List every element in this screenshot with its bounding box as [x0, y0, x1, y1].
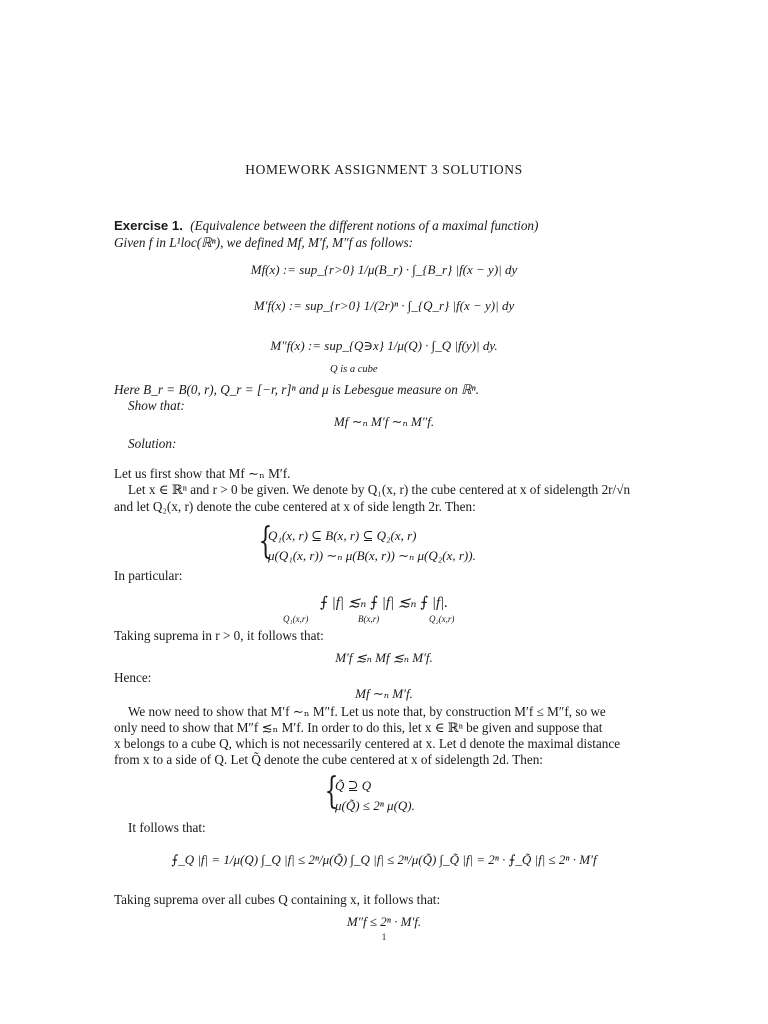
solution-p2a: Let x ∈ ℝⁿ and r > 0 be given. We denote by Q₁(x, r) the cube centered at x of sidelength 2r/√n — [128, 482, 631, 497]
in-particular: In particular: — [114, 568, 183, 583]
final-inequality: M″f ≤ 2ⁿ · M′f. — [346, 914, 422, 929]
equivalence-hence: Mf ∼ₙ M′f. — [355, 686, 413, 701]
solution-p2b: and let Q₂(x, r) denote the cube centered at x of side length 2r. Then: — [114, 499, 476, 514]
solution-p3-line3: x belongs to a cube Q, which is not necessarily centered at x. Let d denote the maximal distance — [114, 736, 621, 751]
solution-label: Solution: — [128, 436, 177, 451]
page-title: HOMEWORK ASSIGNMENT 3 SOLUTIONS — [245, 162, 523, 177]
exercise-given: Given f in L¹loc(ℝⁿ), we defined Mf, M′f, M″f as follows: — [114, 235, 414, 250]
avg-sub-3: Q₂(x,r) — [429, 614, 455, 624]
inequality-chain: ⨍_Q |f| = 1/μ(Q) ∫_Q |f| ≤ 2ⁿ/μ(Q̃) ∫_Q |f| ≤ 2ⁿ/μ(Q̃) ∫_Q̃ |f| = 2ⁿ · ⨍_Q̃ |f| ≤ 2ⁿ · M′f — [171, 852, 597, 867]
solution-p3-line2: only need to show that M″f ≲ₙ M′f. In order to do this, let x ∈ ℝⁿ be given and suppose that — [114, 720, 603, 735]
system1-line1: Q₁(x, r) ⊆ B(x, r) ⊆ Q₂(x, r) — [268, 528, 417, 543]
exercise-header — [114, 218, 538, 234]
taking-suprema-2: Taking suprema over all cubes Q containing x, it follows that: — [114, 892, 441, 907]
inequality-1: M′f ≲ₙ Mf ≲ₙ M′f. — [335, 650, 433, 665]
definition-M-prime: M′f(x) := sup_{r>0} 1/(2r)ⁿ · ∫_{Q_r} |f(x − y)| dy — [253, 298, 515, 313]
page-number: 1 — [381, 932, 387, 942]
cube-note: Q is a cube — [330, 364, 378, 375]
solution-p3-line4: from x to a side of Q. Let Q̃ denote the cube centered at x of sidelength 2d. Then: — [114, 752, 543, 767]
brace-2: { — [324, 771, 339, 812]
system2-line2: μ(Q̃) ≤ 2ⁿ μ(Q). — [335, 798, 415, 813]
system2-line1: Q̃ ⊇ Q — [335, 778, 372, 793]
definition-M: Mf(x) := sup_{r>0} 1/μ(B_r) · ∫_{B_r} |f(x − y)| dy — [250, 262, 518, 277]
system1-line2: μ(Q₁(x, r)) ∼ₙ μ(B(x, r)) ∼ₙ μ(Q₂(x, r)). — [268, 548, 476, 563]
it-follows: It follows that: — [128, 820, 206, 835]
average-inequality: ⨍ |f| ≲ₙ ⨍ |f| ≲ₙ ⨍ |f|. — [320, 595, 448, 611]
exercise-label: Exercise 1. — [114, 218, 183, 233]
solution-p1: Let us first show that Mf ∼ₙ M′f. — [114, 466, 291, 481]
brace-1: { — [258, 521, 273, 562]
exercise-subtitle: (Equivalence between the different notions of a maximal function) — [190, 218, 539, 233]
definition-M-double-prime: M″f(x) := sup_{Q∋x} 1/μ(Q) · ∫_Q |f(y)| dy. — [270, 338, 498, 353]
claim: Mf ∼ₙ M′f ∼ₙ M″f. — [333, 414, 435, 429]
here-statement: Here B_r = B(0, r), Q_r = [−r, r]ⁿ and μ is Lebesgue measure on ℝⁿ. — [114, 382, 480, 397]
solution-p3-line1: We now need to show that M′f ∼ₙ M″f. Let us note that, by construction M′f ≤ M″f, so we — [128, 704, 606, 719]
avg-sub-2: B(x,r) — [358, 614, 380, 624]
avg-sub-1: Q₁(x,r) — [283, 614, 309, 624]
hence: Hence: — [114, 670, 152, 685]
show-that: Show that: — [128, 398, 185, 413]
taking-suprema: Taking suprema in r > 0, it follows that: — [114, 628, 324, 643]
